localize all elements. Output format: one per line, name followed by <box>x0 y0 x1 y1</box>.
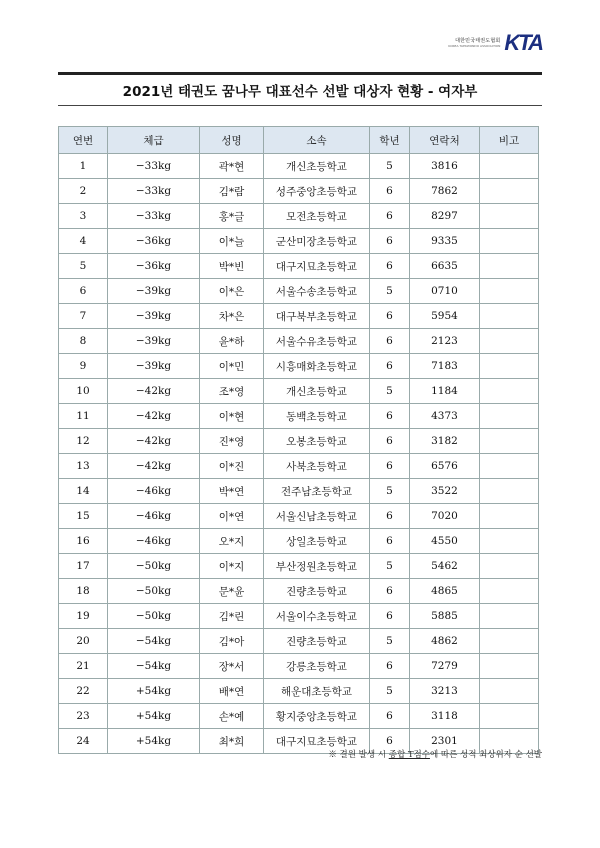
cell-remarks <box>480 229 539 254</box>
cell-grade: 6 <box>370 404 410 429</box>
cell-weight-class: −54kg <box>108 654 200 679</box>
cell-number: 12 <box>59 429 108 454</box>
cell-weight-class: −36kg <box>108 229 200 254</box>
cell-grade: 5 <box>370 154 410 179</box>
cell-weight-class: −46kg <box>108 529 200 554</box>
table-row <box>59 204 539 229</box>
cell-name: 박*연 <box>200 479 264 504</box>
cell-remarks <box>480 304 539 329</box>
header-contact: 연락처 <box>410 127 480 154</box>
cell-contact: 9335 <box>410 229 480 254</box>
cell-grade: 5 <box>370 379 410 404</box>
cell-contact: 3816 <box>410 154 480 179</box>
table-row <box>59 154 539 179</box>
cell-number: 6 <box>59 279 108 304</box>
cell-remarks <box>480 529 539 554</box>
cell-name: 이*연 <box>200 504 264 529</box>
cell-grade: 6 <box>370 304 410 329</box>
cell-weight-class: −42kg <box>108 404 200 429</box>
cell-grade: 6 <box>370 704 410 729</box>
header-number: 연번 <box>59 127 108 154</box>
cell-number: 21 <box>59 654 108 679</box>
cell-weight-class: −50kg <box>108 579 200 604</box>
cell-grade: 6 <box>370 204 410 229</box>
table-row <box>59 429 539 454</box>
cell-remarks <box>480 154 539 179</box>
cell-contact: 4550 <box>410 529 480 554</box>
cell-school: 대구북부초등학교 <box>264 304 370 329</box>
cell-name: 이*지 <box>200 554 264 579</box>
cell-grade: 5 <box>370 554 410 579</box>
cell-remarks <box>480 479 539 504</box>
cell-grade: 6 <box>370 254 410 279</box>
table-row <box>59 179 539 204</box>
cell-contact: 5954 <box>410 304 480 329</box>
cell-grade: 6 <box>370 179 410 204</box>
cell-contact: 7279 <box>410 654 480 679</box>
cell-grade: 5 <box>370 629 410 654</box>
cell-contact: 2301 <box>410 729 480 754</box>
cell-contact: 4373 <box>410 404 480 429</box>
logo-org-name-en: KOREA TAEKWONDO ASSOCIATION <box>448 43 501 48</box>
table-row <box>59 629 539 654</box>
cell-number: 10 <box>59 379 108 404</box>
cell-school: 서울이수초등학교 <box>264 604 370 629</box>
cell-weight-class: −46kg <box>108 479 200 504</box>
header-school: 소속 <box>264 127 370 154</box>
logo-text <box>448 39 500 48</box>
cell-school: 진량초등학교 <box>264 629 370 654</box>
footnote-suffix: 에 따른 성적 최상위자 순 선발 <box>429 750 542 760</box>
cell-contact: 7183 <box>410 354 480 379</box>
cell-number: 18 <box>59 579 108 604</box>
cell-grade: 6 <box>370 654 410 679</box>
cell-school: 동백초등학교 <box>264 404 370 429</box>
cell-number: 2 <box>59 179 108 204</box>
cell-contact: 5885 <box>410 604 480 629</box>
cell-weight-class: −42kg <box>108 379 200 404</box>
cell-number: 1 <box>59 154 108 179</box>
cell-weight-class: −33kg <box>108 154 200 179</box>
cell-weight-class: −50kg <box>108 554 200 579</box>
cell-school: 모전초등학교 <box>264 204 370 229</box>
cell-name: 홍*글 <box>200 204 264 229</box>
cell-grade: 6 <box>370 529 410 554</box>
cell-contact: 0710 <box>410 279 480 304</box>
cell-name: 김*람 <box>200 179 264 204</box>
cell-name: 김*아 <box>200 629 264 654</box>
cell-remarks <box>480 204 539 229</box>
table-row <box>59 604 539 629</box>
cell-school: 개신초등학교 <box>264 379 370 404</box>
cell-number: 14 <box>59 479 108 504</box>
cell-grade: 6 <box>370 579 410 604</box>
cell-school: 개신초등학교 <box>264 154 370 179</box>
cell-school: 대구지묘초등학교 <box>264 254 370 279</box>
cell-grade: 6 <box>370 604 410 629</box>
cell-weight-class: −54kg <box>108 629 200 654</box>
cell-name: 이*늘 <box>200 229 264 254</box>
cell-contact: 6576 <box>410 454 480 479</box>
cell-remarks <box>480 629 539 654</box>
cell-contact: 4865 <box>410 579 480 604</box>
cell-remarks <box>480 679 539 704</box>
cell-weight-class: −39kg <box>108 279 200 304</box>
cell-remarks <box>480 179 539 204</box>
cell-school: 사북초등학교 <box>264 454 370 479</box>
cell-school: 대구지묘초등학교 <box>264 729 370 754</box>
cell-number: 22 <box>59 679 108 704</box>
table-row <box>59 254 539 279</box>
cell-school: 오봉초등학교 <box>264 429 370 454</box>
cell-number: 15 <box>59 504 108 529</box>
cell-grade: 5 <box>370 479 410 504</box>
footnote-underlined: 종합 T점수 <box>388 750 430 760</box>
cell-school: 서울수송초등학교 <box>264 279 370 304</box>
footnote <box>328 748 542 760</box>
cell-remarks <box>480 329 539 354</box>
kta-logo <box>448 30 542 56</box>
cell-number: 5 <box>59 254 108 279</box>
cell-contact: 7020 <box>410 504 480 529</box>
cell-school: 성주중앙초등학교 <box>264 179 370 204</box>
cell-grade: 6 <box>370 429 410 454</box>
cell-contact: 2123 <box>410 329 480 354</box>
cell-remarks <box>480 429 539 454</box>
cell-contact: 4862 <box>410 629 480 654</box>
cell-name: 곽*현 <box>200 154 264 179</box>
cell-weight-class: −42kg <box>108 429 200 454</box>
cell-grade: 5 <box>370 679 410 704</box>
cell-school: 상일초등학교 <box>264 529 370 554</box>
cell-weight-class: −36kg <box>108 254 200 279</box>
cell-grade: 6 <box>370 504 410 529</box>
cell-grade: 5 <box>370 279 410 304</box>
cell-school: 강릉초등학교 <box>264 654 370 679</box>
cell-name: 손*예 <box>200 704 264 729</box>
cell-school: 해운대초등학교 <box>264 679 370 704</box>
cell-number: 23 <box>59 704 108 729</box>
cell-number: 17 <box>59 554 108 579</box>
table-row <box>59 504 539 529</box>
cell-name: 조*영 <box>200 379 264 404</box>
cell-contact: 3118 <box>410 704 480 729</box>
table-header-row <box>59 127 539 154</box>
cell-weight-class: −50kg <box>108 604 200 629</box>
cell-contact: 3213 <box>410 679 480 704</box>
cell-grade: 6 <box>370 729 410 754</box>
cell-contact: 3522 <box>410 479 480 504</box>
cell-contact: 6635 <box>410 254 480 279</box>
cell-school: 시흥매화초등학교 <box>264 354 370 379</box>
cell-weight-class: −33kg <box>108 204 200 229</box>
cell-remarks <box>480 454 539 479</box>
cell-name: 이*진 <box>200 454 264 479</box>
cell-remarks <box>480 704 539 729</box>
table-row <box>59 554 539 579</box>
cell-remarks <box>480 654 539 679</box>
cell-name: 문*윤 <box>200 579 264 604</box>
cell-name: 차*은 <box>200 304 264 329</box>
table-row <box>59 679 539 704</box>
cell-grade: 6 <box>370 354 410 379</box>
cell-name: 김*린 <box>200 604 264 629</box>
cell-number: 20 <box>59 629 108 654</box>
cell-contact: 5462 <box>410 554 480 579</box>
cell-name: 박*빈 <box>200 254 264 279</box>
cell-remarks <box>480 604 539 629</box>
table-row <box>59 479 539 504</box>
roster-table <box>58 126 539 754</box>
cell-contact: 7862 <box>410 179 480 204</box>
cell-contact: 1184 <box>410 379 480 404</box>
table-row <box>59 654 539 679</box>
cell-weight-class: +54kg <box>108 704 200 729</box>
cell-weight-class: −39kg <box>108 354 200 379</box>
cell-grade: 6 <box>370 329 410 354</box>
cell-weight-class: −46kg <box>108 504 200 529</box>
cell-school: 군산미장초등학교 <box>264 229 370 254</box>
cell-remarks <box>480 579 539 604</box>
header-remarks: 비고 <box>480 127 539 154</box>
cell-number: 8 <box>59 329 108 354</box>
cell-remarks <box>480 254 539 279</box>
table-row <box>59 329 539 354</box>
cell-number: 4 <box>59 229 108 254</box>
cell-remarks <box>480 504 539 529</box>
cell-contact: 8297 <box>410 204 480 229</box>
cell-number: 9 <box>59 354 108 379</box>
cell-name: 오*지 <box>200 529 264 554</box>
cell-weight-class: −39kg <box>108 329 200 354</box>
cell-number: 16 <box>59 529 108 554</box>
footnote-prefix: ※ 결원 발생 시 <box>328 750 389 760</box>
cell-remarks <box>480 379 539 404</box>
header-name: 성명 <box>200 127 264 154</box>
table-row <box>59 304 539 329</box>
cell-name: 이*현 <box>200 404 264 429</box>
cell-number: 11 <box>59 404 108 429</box>
header-weight-class: 체급 <box>108 127 200 154</box>
cell-number: 7 <box>59 304 108 329</box>
cell-remarks <box>480 554 539 579</box>
cell-school: 서울신남초등학교 <box>264 504 370 529</box>
cell-weight-class: −39kg <box>108 304 200 329</box>
roster-table-body <box>59 154 539 754</box>
cell-weight-class: +54kg <box>108 679 200 704</box>
table-row <box>59 229 539 254</box>
cell-name: 장*서 <box>200 654 264 679</box>
table-row <box>59 579 539 604</box>
cell-grade: 6 <box>370 454 410 479</box>
cell-school: 서울수유초등학교 <box>264 329 370 354</box>
cell-grade: 6 <box>370 229 410 254</box>
page-title: 2021년 태권도 꿈나무 대표선수 선발 대상자 현황 - 여자부 <box>122 84 478 100</box>
cell-number: 24 <box>59 729 108 754</box>
table-row <box>59 454 539 479</box>
cell-weight-class: −33kg <box>108 179 200 204</box>
table-row <box>59 704 539 729</box>
cell-name: 최*희 <box>200 729 264 754</box>
cell-remarks <box>480 404 539 429</box>
cell-weight-class: +54kg <box>108 729 200 754</box>
cell-number: 13 <box>59 454 108 479</box>
cell-name: 배*연 <box>200 679 264 704</box>
table-row <box>59 529 539 554</box>
table-row <box>59 279 539 304</box>
cell-school: 진량초등학교 <box>264 579 370 604</box>
table-row <box>59 404 539 429</box>
table-row <box>59 379 539 404</box>
header-grade: 학년 <box>370 127 410 154</box>
cell-school: 전주남초등학교 <box>264 479 370 504</box>
cell-weight-class: −42kg <box>108 454 200 479</box>
cell-school: 황지중앙초등학교 <box>264 704 370 729</box>
cell-name: 진*영 <box>200 429 264 454</box>
title-bar <box>58 72 542 106</box>
cell-remarks <box>480 354 539 379</box>
table-row <box>59 354 539 379</box>
cell-number: 3 <box>59 204 108 229</box>
kta-logo-mark: KTA <box>504 30 542 55</box>
cell-number: 19 <box>59 604 108 629</box>
cell-name: 윤*하 <box>200 329 264 354</box>
cell-name: 이*민 <box>200 354 264 379</box>
cell-remarks <box>480 279 539 304</box>
cell-name: 이*은 <box>200 279 264 304</box>
cell-contact: 3182 <box>410 429 480 454</box>
cell-school: 부산정원초등학교 <box>264 554 370 579</box>
logo-org-name: 대한민국태권도협회 <box>455 37 501 44</box>
